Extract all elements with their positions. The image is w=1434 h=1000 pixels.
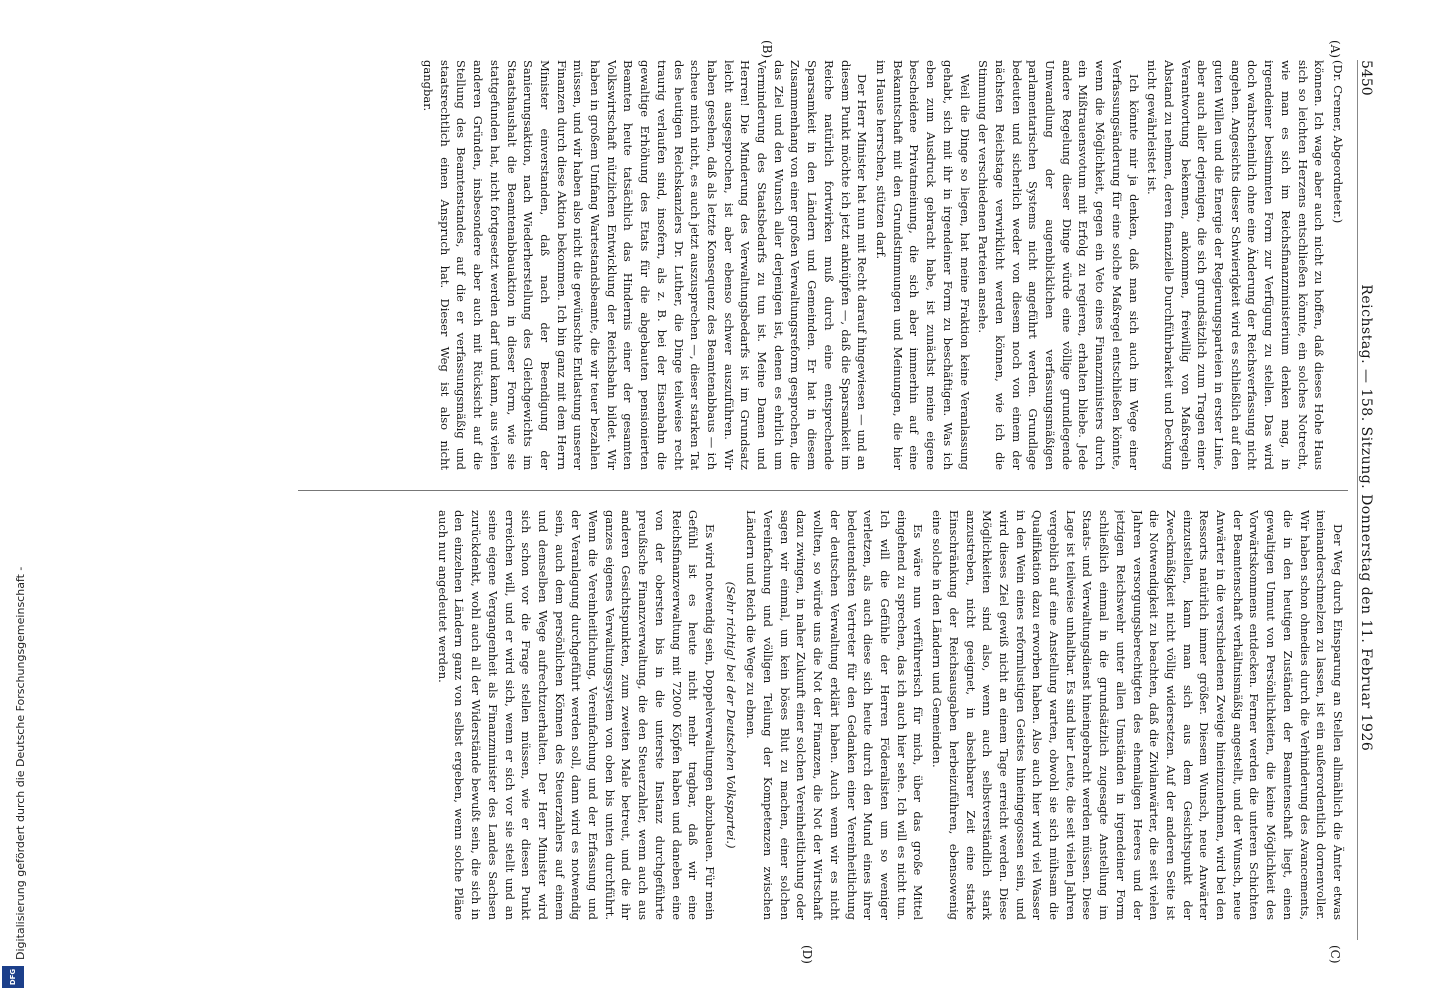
- paragraph: Der Herr Minister hat nun mit Recht darauf hingewiesen — und an diesem Punkt möchte ich jetzt anknüpfen —, daß die Sparsamkeit im Reiche natürlich fortwirken muß durch eine entsprechende Sparsamkeit in den Ländern und Gemeinden. Er hat in diesem Zusammenhang von einer großen Verwaltungsreform gesprochen, die das Ziel und den Wunsch aller derjenigen ist, denen es ehrlich um Verminderung des Staatsbedarfs zu tun ist. Meine Damen und Herren! Die Minderung des Verwaltungsbedarfs ist im Grundsatz leicht ausgesprochen, ist aber ebenso schwer auszuführen. Wir haben gesehen, daß als letzte Konsequenz des Beamtenabbaus — ich scheue mich nicht, es auch jetzt auszusprechen —, dieser starken Tat des heutigen Reichskanzlers Dr. Luther, die Dinge teilweise recht traurig verlaufen sind, insofern, als z. B. bei der Eisenbahn die gewaltige Erhöhung des Etats für die abgebauten pensionierten Beamten heute tatsächlich das Hindernis einer der gesamten Volkswirtschaft nützlichen Entwicklung der Reichsbahn bildet. Wir haben in großem Umfang Wartestandsbeamte, die wir teuer bezahlen müssen, und wir haben also nicht die gewünschte Entlastung unserer Finanzen durch diese Aktion bekommen. Ich bin ganz mit dem Herrn Minister einverstanden, daß nach der Beendigung der Sanierungsaktion, nach Wiederherstellung des Gleichgewichts im Staatshaushalt die Beamtenabbauaktion in dieser Form, wie sie stattgefunden hat, nicht fortgesetzt werden darf und kann, aus vielen anderen Gründen, insbesondere aber auch mit Rücksicht auf die Stellung des Beamtenstandes, auf die er verfassungsmäßig und staatsrechtlich einen Anspruch hat. Dieser Weg ist also nicht gangbar.: [421, 60, 870, 470]
- margin-marker-a: (A): [1328, 40, 1342, 59]
- paragraph: Es wäre nun verführerisch für mich, über das große Mittel eingehend zu sprechen, das ich auch hier sehe. Ich will es nicht tun. Ich will die Gefühle der Herren Föderalisten um so weniger verletzen, als auch diese sich heute durch den Mund eines ihrer bedeutendsten Vertreter für den Gedanken einer Vereinheitlichung der deutschen Verwaltung erklärt haben. Auch wenn wir es nicht wollten, so würde uns die Not der Finanzen, die Not der Wirtschaft dazu zwingen, in naher Zukunft einer solchen Vereinheitlichung oder sagen wir einmal, um kein böses Blut zu machen, einer solchen Vereinfachung und völligen Teilung der Kompetenzen zwischen Ländern und Reich die Wege zu ebnen.: [744, 510, 926, 920]
- credit-text: Digitalisierung gefördert durch die Deutsche Forschungsgemeinschaft -: [14, 566, 27, 960]
- paragraph: Ich könnte mir ja denken, daß man sich auch im Wege einer Verfassungsänderung für eine solche Maßregel entschließen könnte, wenn die Möglichkeit, gegen ein Veto eines Finanzministers durch ein Mißtrauensvotum mit Erfolg zu regieren, erhalten bliebe. Jede andere Regelung dieser Dinge würde eine völlige grundlegende Umwandlung der augenblicklichen verfassungsmäßigen parlamentarischen Systems nicht angeführt werden. Grundlage bedeuten und sicherlich weder von diesem noch von einem der nächsten Reichstage verwirklicht werden können, wie ich die Stimmung der verschiedenen Parteien ansehe.: [976, 60, 1141, 470]
- paragraph: Es wird notwendig sein, Doppelverwaltungen abzubauen. Für mein Gefühl ist es heute nicht mehr tragbar, daß wir eine Reichsfinanzverwaltung mit 72000 Köpfen haben und daneben eine von der obersten bis in die unterste Instanz durchgeführte preußische Finanzverwaltung, die den Steuerzahler, wenn auch aus anderen Gesichtspunkten, zum zweiten Male betreut, und die ihr ganzes eigenes Verwaltungssystem von oben bis unten durchführt. Wenn die Vereinheitlichung, Vereinfachung und der Erfassung und der Veranlagung durchgeführt werden soll, dann wird es notwendig sein, auch dem persönlichen Können des Steuerzahlers auf einem und demselben Wege aufrechtzuerhalten. Der Herr Minister wird sich schon vor die Frage stellen müssen, wie er diesen Punkt erreichen will, und er wird sich, wenn er sich vor sie stellt und an seine eigene Vergangenheit als Finanzminister des Landes Sachsen zurückdenkt, wohl auch all der Widerstände bewußt sein, die sich in den einzelnen Ländern ganz von selbst ergeben, wenn solche Pläne auch nur angedeutet werden.: [435, 510, 717, 920]
- paragraph: Weil die Dinge so liegen, hat meine Fraktion keine Veranlassung gehabt, sich mit ihr in irgendeiner Form zu beschäftigen. Was ich eben zum Ausdruck gebracht habe, ist zunächst meine eigene bescheidene Privatmeinung, die sich aber immerhin auf eine Bekanntschaft mit den Grundstimmungen und Meinungen, die hier im Hause herrschen, stützen darf.: [874, 60, 972, 470]
- margin-marker-b: (B): [760, 40, 774, 59]
- applause-note: (Sehr richtig! bei der Deutschen Volkspartei.): [723, 581, 738, 849]
- page-header: [1357, 60, 1382, 940]
- page-number: 5450: [1358, 60, 1374, 96]
- right-text-column: [306, 510, 1346, 920]
- page-title: Reichstag. — 158. Sitzung. Donnerstag den 11. Februar 1926: [1358, 284, 1374, 752]
- margin-marker-c: (C): [1328, 945, 1342, 964]
- margin-marker-d: (D): [800, 945, 814, 964]
- column-divider: [298, 490, 1348, 491]
- dfg-logo: DFG: [2, 966, 24, 988]
- speaker-label: (Dr. Cremer, Abgeordneter.): [1331, 60, 1345, 224]
- paragraph: können. Ich wage aber auch nicht zu hoffen, daß dieses Hohe Haus sich so leichten Herzens entschließen könnte, ein solches Notrecht, wie man es sich im Reichsfinanzministerium denken mag, in irgendeiner bestimmten Form zur Verfügung zu stellen. Das wird doch wahrscheinlich ohne eine Änderung der Reichsverfassung nicht angehen. Angesichts dieser Schwierigkeit wird es schließlich auf den guten Willen und die Energie der Regierungsparteien in erster Linie, aber auch aller derjenigen, die sich grundsätzlich zum Tragen einer Verantwortung bekennen, ankommen, freiwillig von Maßregeln Abstand zu nehmen, deren finanzielle Durchführbarkeit und Deckung nicht gewährleistet ist.: [1145, 60, 1327, 470]
- paragraph: Der Weg durch Einsparung an Stellen allmählich die Ämter etwas ineinanderschmelzen zu lassen, ist ein außerordentlich dornenvoller. Wir haben schon ohnedies durch die Verhinderung des Avancements, die in den heutigen Zuständen der Beamtenschaft liegt, einen gewaltigen Unmut von Persönlichkeiten, die keine Möglichkeit des Vorwärtskommens entdecken. Ferner werden die unteren Schichten der Beamtenschaft verhältnismäßig angestellt, und der Wunsch, neue Anwärter in die verschiedenen Zweige hineinzunehmen, wird bei den Ressorts natürlich immer größer. Diesem Wunsch, neue Anwärter einzustellen, kann man sich aus dem Gesichtspunkt der Zweckmäßigkeit nicht völlig widersetzen. Auf der anderen Seite ist die Notwendigkeit zu beachten, daß die Zivilanwärter, die seit vielen Jahren versorgungsberechtigten des ehemaligen Heeres und der jetzigen Reichswehr unter allen Umständen in irgendeiner Form schließlich einmal in die grundsätzlich zugesagte Anstellung im Staats- und Verwaltungsdienst hineingebracht werden müssen. Diese Lage ist teilweise unhaltbar. Es sind hier Leute, die seit vielen Jahren vergeblich auf eine Anstellung warten, obwohl sie sich mühsam die Qualifikation dazu erworben haben. Also auch hier wird viel Wasser in den Wein eines reformlustigen Geistes hineingegossen sein, und wird dieses Ziel gewiß nicht an einem Tage erreicht werden. Diese Möglichkeiten sind also, wenn auch selbstverständlich stark anzustreben, nicht geeignet, in absehbarer Zeit eine starke Einschränkung der Reichsausgaben herbeizuführen, ebensowenig eine solche in den Ländern und Gemeinden.: [930, 510, 1345, 920]
- left-text-column: [306, 60, 1346, 470]
